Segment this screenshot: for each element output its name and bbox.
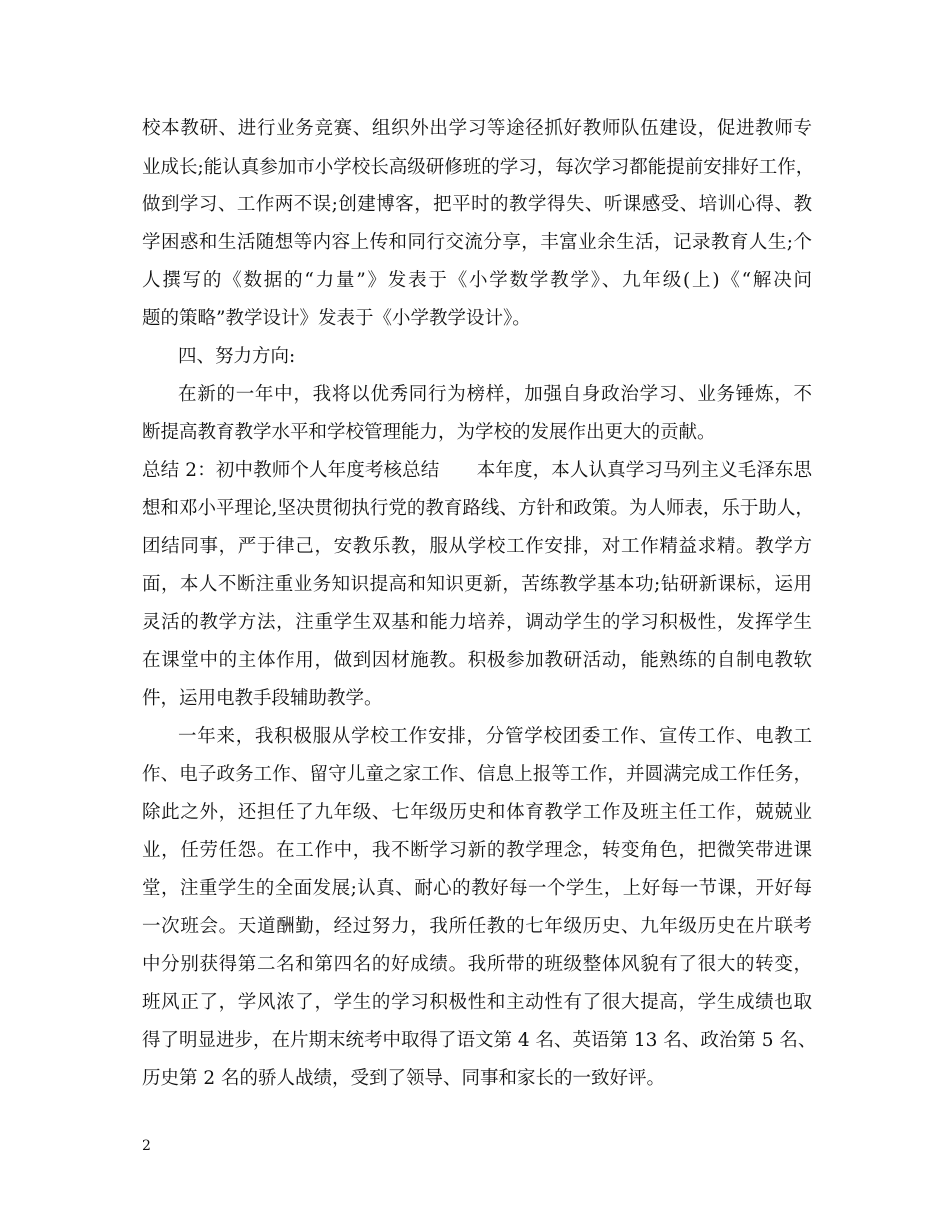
text-line: 灵活的教学方法，注重学生双基和能力培养，调动学生的学习积极性，发挥学生 bbox=[142, 612, 812, 633]
text-line: 业成长;能认真参加市小学校长高级研修班的学习，每次学习都能提前安排好工作， bbox=[142, 157, 815, 178]
text-line: 一次班会。天道酬勤，经过努力，我所任教的七年级历史、九年级历史在片联考 bbox=[142, 916, 812, 937]
text-line: 想和邓小平理论,坚决贯彻执行党的教育路线、方针和政策。为人师表，乐于助人， bbox=[142, 498, 814, 519]
summary-title-line: 总结 2：初中教师个人年度考核总结 本年度，本人认真学习马列主义毛泽东思 bbox=[142, 460, 812, 481]
text-line: 团结同事，严于律己，安教乐教，服从学校工作安排，对工作精益求精。教学方 bbox=[142, 536, 812, 557]
text-line: 中分别获得第二名和第四名的好成绩。我所带的班级整体风貌有了很大的转变， bbox=[142, 954, 812, 975]
text-line: 在课堂中的主体作用，做到因材施教。积极参加教研活动，能熟练的自制电教软 bbox=[142, 650, 812, 671]
text-line: 历史第 2 名的骄人战绩，受到了领导、同事和家长的一致好评。 bbox=[142, 1068, 666, 1089]
text-line: 班风正了，学风浓了，学生的学习积极性和主动性有了很大提高，学生成绩也取 bbox=[142, 992, 812, 1013]
page-number: 2 bbox=[142, 1138, 151, 1154]
text-line: 面，本人不断注重业务知识提高和知识更新，苦练教学基本功;钻研新课标，运用 bbox=[142, 574, 812, 595]
text-line: 学困惑和生活随想等内容上传和同行交流分享，丰富业余生活，记录教育人生;个 bbox=[142, 232, 812, 253]
text-line: 得了明显进步，在片期末统考中取得了语文第 4 名、英语第 13 名、政治第 5 名、 bbox=[142, 1030, 817, 1051]
text-line: 作、电子政务工作、留守儿童之家工作、信息上报等工作，并圆满完成工作任务， bbox=[142, 764, 812, 785]
text-line: 堂，注重学生的全面发展;认真、耐心的教好每一个学生，上好每一节课，开好每 bbox=[142, 878, 812, 899]
text-line: 校本教研、进行业务竞赛、组织外出学习等途径抓好教师队伍建设，促进教师专 bbox=[142, 118, 812, 139]
text-line: 在新的一年中，我将以优秀同行为榜样，加强自身政治学习、业务锤炼，不 bbox=[178, 384, 812, 405]
section-heading: 四、努力方向: bbox=[178, 346, 296, 367]
text-line: 一年来，我积极服从学校工作安排，分管学校团委工作、宣传工作、电教工 bbox=[178, 726, 812, 747]
text-line: 业，任劳任怨。在工作中，我不断学习新的教学理念，转变角色，把微笑带进课 bbox=[142, 840, 812, 861]
text-line: 件，运用电教手段辅助教学。 bbox=[142, 688, 383, 709]
text-line: 做到学习、工作两不误;创建博客，把平时的教学得失、听课感受、培训心得、教 bbox=[142, 194, 812, 215]
text-line: 除此之外，还担任了九年级、七年级历史和体育教学工作及班主任工作，兢兢业 bbox=[142, 802, 812, 823]
text-line: 人撰写的《数据的“力量”》发表于《小学数学教学》、九年级(上)《“解决问 bbox=[142, 270, 812, 291]
text-line: 断提高教育教学水平和学校管理能力，为学校的发展作出更大的贡献。 bbox=[142, 422, 716, 443]
text-line: 题的策略”教学设计》发表于《小学教学设计》。 bbox=[142, 308, 531, 329]
